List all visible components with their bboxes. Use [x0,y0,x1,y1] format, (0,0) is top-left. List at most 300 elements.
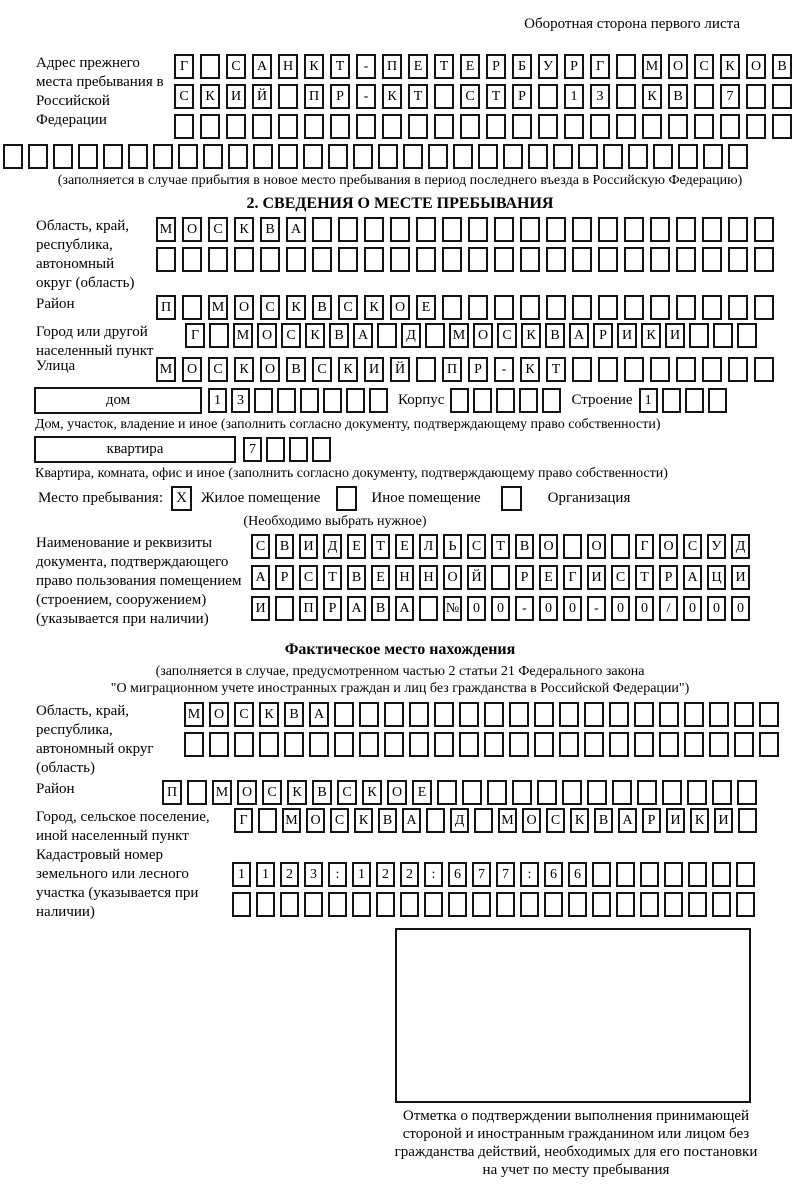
char-cell[interactable]: В [371,596,390,621]
char-cell[interactable]: Н [395,565,414,590]
char-cell[interactable] [303,144,323,169]
char-cell[interactable] [702,247,722,272]
char-cell[interactable] [425,323,445,348]
char-cell[interactable]: Л [419,534,438,559]
char-cell[interactable] [442,295,462,320]
char-cell[interactable] [156,247,176,272]
char-cell[interactable] [234,247,254,272]
char-cell[interactable] [542,388,561,413]
char-cell[interactable]: Е [395,534,414,559]
char-cell[interactable]: Н [278,54,298,79]
char-cell[interactable]: О [306,808,325,833]
char-cell[interactable] [352,892,371,917]
char-cell[interactable] [702,295,722,320]
char-cell[interactable] [678,144,698,169]
char-cell[interactable]: 6 [544,862,563,887]
actual-region-boxes-2[interactable] [184,732,779,757]
char-cell[interactable] [546,247,566,272]
char-cell[interactable] [416,217,436,242]
char-cell[interactable]: В [594,808,613,833]
char-cell[interactable]: Д [401,323,421,348]
char-cell[interactable] [3,144,23,169]
char-cell[interactable] [304,892,323,917]
char-cell[interactable]: М [282,808,301,833]
char-cell[interactable] [650,217,670,242]
prev-address-boxes-4[interactable] [3,144,800,169]
char-cell[interactable]: Р [564,54,584,79]
char-cell[interactable] [650,357,670,382]
char-cell[interactable] [572,295,592,320]
char-cell[interactable] [284,732,304,757]
district-boxes[interactable] [156,295,774,320]
char-cell[interactable]: Г [234,808,253,833]
char-cell[interactable] [334,732,354,757]
prev-address-boxes-3[interactable] [174,114,792,139]
char-cell[interactable]: К [520,357,540,382]
char-cell[interactable] [734,732,754,757]
char-cell[interactable] [709,702,729,727]
char-cell[interactable] [628,144,648,169]
char-cell[interactable] [252,114,272,139]
char-cell[interactable]: 0 [731,596,750,621]
char-cell[interactable]: Г [174,54,194,79]
char-cell[interactable]: С [226,54,246,79]
char-cell[interactable]: С [460,84,480,109]
char-cell[interactable]: С [260,295,280,320]
char-cell[interactable]: О [659,534,678,559]
char-cell[interactable]: 7 [243,437,262,462]
char-cell[interactable] [200,114,220,139]
char-cell[interactable]: Р [593,323,613,348]
char-cell[interactable] [442,247,462,272]
char-cell[interactable] [416,357,436,382]
char-cell[interactable] [346,388,365,413]
prev-address-boxes-1[interactable] [174,54,792,79]
char-cell[interactable] [459,732,479,757]
char-cell[interactable]: Г [590,54,610,79]
document-boxes-2[interactable] [251,565,750,590]
char-cell[interactable] [668,114,688,139]
char-cell[interactable] [468,295,488,320]
char-cell[interactable] [309,732,329,757]
char-cell[interactable] [434,732,454,757]
char-cell[interactable] [728,295,748,320]
char-cell[interactable] [494,217,514,242]
char-cell[interactable]: - [494,357,514,382]
char-cell[interactable] [187,780,207,805]
char-cell[interactable]: Т [434,54,454,79]
char-cell[interactable] [702,357,722,382]
char-cell[interactable]: 1 [564,84,584,109]
char-cell[interactable]: С [694,54,714,79]
char-cell[interactable]: Д [731,534,750,559]
char-cell[interactable]: А [402,808,421,833]
char-cell[interactable]: П [156,295,176,320]
char-cell[interactable]: 7 [496,862,515,887]
char-cell[interactable] [78,144,98,169]
char-cell[interactable] [486,114,506,139]
char-cell[interactable] [694,84,714,109]
char-cell[interactable]: 0 [491,596,510,621]
char-cell[interactable] [653,144,673,169]
char-cell[interactable]: 1 [352,862,371,887]
char-cell[interactable] [685,388,704,413]
char-cell[interactable]: К [690,808,709,833]
char-cell[interactable]: В [545,323,565,348]
char-cell[interactable]: П [162,780,182,805]
char-cell[interactable] [640,862,659,887]
char-cell[interactable]: О [746,54,766,79]
char-cell[interactable]: С [683,534,702,559]
char-cell[interactable] [587,780,607,805]
char-cell[interactable] [659,702,679,727]
char-cell[interactable]: П [299,596,318,621]
char-cell[interactable]: А [353,323,373,348]
char-cell[interactable] [278,114,298,139]
char-cell[interactable] [624,247,644,272]
char-cell[interactable] [754,217,774,242]
char-cell[interactable]: И [666,808,685,833]
char-cell[interactable] [278,144,298,169]
char-cell[interactable] [328,892,347,917]
char-cell[interactable]: М [642,54,662,79]
char-cell[interactable]: П [442,357,462,382]
char-cell[interactable] [546,217,566,242]
char-cell[interactable] [590,114,610,139]
char-cell[interactable] [609,702,629,727]
char-cell[interactable] [491,565,510,590]
char-cell[interactable] [286,247,306,272]
char-cell[interactable] [364,217,384,242]
char-cell[interactable] [378,144,398,169]
char-cell[interactable] [616,54,636,79]
char-cell[interactable]: С [338,295,358,320]
char-cell[interactable] [689,323,709,348]
char-cell[interactable]: С [208,357,228,382]
char-cell[interactable]: С [174,84,194,109]
char-cell[interactable] [634,702,654,727]
char-cell[interactable]: А [286,217,306,242]
char-cell[interactable]: О [237,780,257,805]
char-cell[interactable] [662,780,682,805]
char-cell[interactable]: В [329,323,349,348]
char-cell[interactable]: Е [408,54,428,79]
char-cell[interactable] [494,247,514,272]
actual-city-boxes[interactable] [234,808,757,833]
char-cell[interactable]: 0 [539,596,558,621]
char-cell[interactable] [409,732,429,757]
char-cell[interactable]: Р [486,54,506,79]
char-cell[interactable] [312,247,332,272]
char-cell[interactable] [637,780,657,805]
char-cell[interactable]: Р [512,84,532,109]
char-cell[interactable]: О [443,565,462,590]
char-cell[interactable] [174,114,194,139]
char-cell[interactable] [460,114,480,139]
char-cell[interactable] [494,295,514,320]
char-cell[interactable] [353,144,373,169]
char-cell[interactable] [684,732,704,757]
char-cell[interactable] [720,114,740,139]
char-cell[interactable] [266,437,285,462]
char-cell[interactable]: № [443,596,462,621]
char-cell[interactable]: У [707,534,726,559]
char-cell[interactable] [258,808,277,833]
char-cell[interactable] [304,114,324,139]
char-cell[interactable]: 7 [472,862,491,887]
char-cell[interactable] [359,702,379,727]
char-cell[interactable]: Т [371,534,390,559]
char-cell[interactable]: К [521,323,541,348]
char-cell[interactable]: А [683,565,702,590]
char-cell[interactable] [562,780,582,805]
char-cell[interactable]: 3 [304,862,323,887]
char-cell[interactable]: Т [635,565,654,590]
char-cell[interactable]: П [304,84,324,109]
char-cell[interactable] [484,702,504,727]
char-cell[interactable]: Т [408,84,428,109]
char-cell[interactable]: Д [323,534,342,559]
char-cell[interactable]: 2 [376,862,395,887]
char-cell[interactable] [736,892,755,917]
char-cell[interactable]: О [182,357,202,382]
char-cell[interactable]: И [364,357,384,382]
char-cell[interactable] [708,388,727,413]
char-cell[interactable]: Й [467,565,486,590]
char-cell[interactable]: 1 [232,862,251,887]
apartment-number-boxes[interactable] [243,437,331,462]
char-cell[interactable]: 3 [231,388,250,413]
char-cell[interactable] [409,702,429,727]
char-cell[interactable]: К [362,780,382,805]
char-cell[interactable] [403,144,423,169]
char-cell[interactable] [578,144,598,169]
char-cell[interactable] [473,388,492,413]
char-cell[interactable] [428,144,448,169]
char-cell[interactable] [468,217,488,242]
char-cell[interactable]: Г [563,565,582,590]
char-cell[interactable] [537,780,557,805]
char-cell[interactable] [676,217,696,242]
char-cell[interactable]: В [260,217,280,242]
char-cell[interactable]: С [467,534,486,559]
char-cell[interactable]: В [275,534,294,559]
char-cell[interactable] [684,702,704,727]
char-cell[interactable] [103,144,123,169]
char-cell[interactable]: 2 [400,862,419,887]
char-cell[interactable]: К [382,84,402,109]
char-cell[interactable]: О [587,534,606,559]
char-cell[interactable] [650,247,670,272]
char-cell[interactable]: О [522,808,541,833]
char-cell[interactable] [323,388,342,413]
char-cell[interactable]: Р [659,565,678,590]
char-cell[interactable] [650,295,670,320]
char-cell[interactable]: 1 [256,862,275,887]
char-cell[interactable] [434,114,454,139]
char-cell[interactable]: У [538,54,558,79]
document-boxes-1[interactable] [251,534,750,559]
char-cell[interactable] [624,357,644,382]
char-cell[interactable] [338,247,358,272]
char-cell[interactable] [611,534,630,559]
char-cell[interactable] [512,780,532,805]
char-cell[interactable] [712,892,731,917]
char-cell[interactable]: Е [416,295,436,320]
char-cell[interactable] [496,892,515,917]
char-cell[interactable] [437,780,457,805]
char-cell[interactable]: 7 [720,84,740,109]
char-cell[interactable]: К [234,357,254,382]
char-cell[interactable] [232,892,251,917]
char-cell[interactable]: И [665,323,685,348]
char-cell[interactable] [737,780,757,805]
char-cell[interactable] [728,217,748,242]
char-cell[interactable]: И [587,565,606,590]
char-cell[interactable]: Б [512,54,532,79]
char-cell[interactable] [478,144,498,169]
char-cell[interactable]: Т [491,534,510,559]
char-cell[interactable] [234,732,254,757]
char-cell[interactable] [598,217,618,242]
char-cell[interactable]: 2 [280,862,299,887]
char-cell[interactable] [616,114,636,139]
char-cell[interactable] [772,84,792,109]
char-cell[interactable]: И [226,84,246,109]
char-cell[interactable] [664,892,683,917]
char-cell[interactable] [184,732,204,757]
char-cell[interactable] [712,862,731,887]
char-cell[interactable] [592,862,611,887]
char-cell[interactable] [544,892,563,917]
char-cell[interactable] [759,702,779,727]
char-cell[interactable] [384,732,404,757]
char-cell[interactable]: Р [642,808,661,833]
char-cell[interactable]: В [347,565,366,590]
char-cell[interactable]: - [356,84,376,109]
char-cell[interactable] [260,247,280,272]
char-cell[interactable]: М [184,702,204,727]
char-cell[interactable] [208,247,228,272]
char-cell[interactable] [390,247,410,272]
char-cell[interactable]: Г [185,323,205,348]
char-cell[interactable]: К [286,295,306,320]
char-cell[interactable] [328,144,348,169]
char-cell[interactable]: К [259,702,279,727]
document-boxes-3[interactable] [251,596,750,621]
char-cell[interactable] [253,144,273,169]
char-cell[interactable]: 6 [568,862,587,887]
char-cell[interactable] [609,732,629,757]
char-cell[interactable]: В [668,84,688,109]
char-cell[interactable]: К [720,54,740,79]
char-cell[interactable] [659,732,679,757]
char-cell[interactable] [484,732,504,757]
char-cell[interactable] [546,295,566,320]
char-cell[interactable] [624,217,644,242]
char-cell[interactable]: К [364,295,384,320]
char-cell[interactable]: А [251,565,270,590]
char-cell[interactable] [426,808,445,833]
char-cell[interactable] [616,892,635,917]
char-cell[interactable]: К [354,808,373,833]
region-boxes-1[interactable] [156,217,774,242]
char-cell[interactable] [738,808,757,833]
char-cell[interactable] [442,217,462,242]
char-cell[interactable] [453,144,473,169]
char-cell[interactable] [254,388,273,413]
char-cell[interactable]: В [284,702,304,727]
char-cell[interactable] [737,323,757,348]
char-cell[interactable]: О [473,323,493,348]
char-cell[interactable]: О [257,323,277,348]
char-cell[interactable] [688,862,707,887]
actual-region-boxes-1[interactable] [184,702,779,727]
char-cell[interactable] [424,892,443,917]
char-cell[interactable]: Р [323,596,342,621]
char-cell[interactable]: Т [323,565,342,590]
char-cell[interactable] [369,388,388,413]
char-cell[interactable] [519,388,538,413]
char-cell[interactable]: А [395,596,414,621]
char-cell[interactable] [616,84,636,109]
char-cell[interactable] [728,247,748,272]
char-cell[interactable] [359,732,379,757]
char-cell[interactable]: О [668,54,688,79]
char-cell[interactable]: С [251,534,270,559]
char-cell[interactable] [434,84,454,109]
char-cell[interactable]: - [587,596,606,621]
char-cell[interactable] [559,702,579,727]
char-cell[interactable] [509,702,529,727]
char-cell[interactable] [278,84,298,109]
char-cell[interactable] [178,144,198,169]
char-cell[interactable] [259,732,279,757]
char-cell[interactable] [377,323,397,348]
char-cell[interactable]: А [569,323,589,348]
char-cell[interactable] [509,732,529,757]
char-cell[interactable]: М [156,357,176,382]
char-cell[interactable] [734,702,754,727]
char-cell[interactable]: К [234,217,254,242]
char-cell[interactable]: О [260,357,280,382]
char-cell[interactable]: Е [347,534,366,559]
char-cell[interactable] [226,114,246,139]
char-cell[interactable]: В [312,780,332,805]
char-cell[interactable] [277,388,296,413]
char-cell[interactable] [564,114,584,139]
char-cell[interactable] [472,892,491,917]
char-cell[interactable]: Й [252,84,272,109]
char-cell[interactable] [709,732,729,757]
char-cell[interactable] [642,114,662,139]
char-cell[interactable] [356,114,376,139]
char-cell[interactable]: А [347,596,366,621]
char-cell[interactable]: М [449,323,469,348]
char-cell[interactable] [754,357,774,382]
char-cell[interactable] [312,437,331,462]
char-cell[interactable] [568,892,587,917]
char-cell[interactable]: 0 [635,596,654,621]
char-cell[interactable] [128,144,148,169]
char-cell[interactable] [572,247,592,272]
char-cell[interactable] [662,388,681,413]
char-cell[interactable]: И [714,808,733,833]
char-cell[interactable]: 0 [683,596,702,621]
char-cell[interactable] [598,247,618,272]
char-cell[interactable] [448,892,467,917]
char-cell[interactable] [203,144,223,169]
